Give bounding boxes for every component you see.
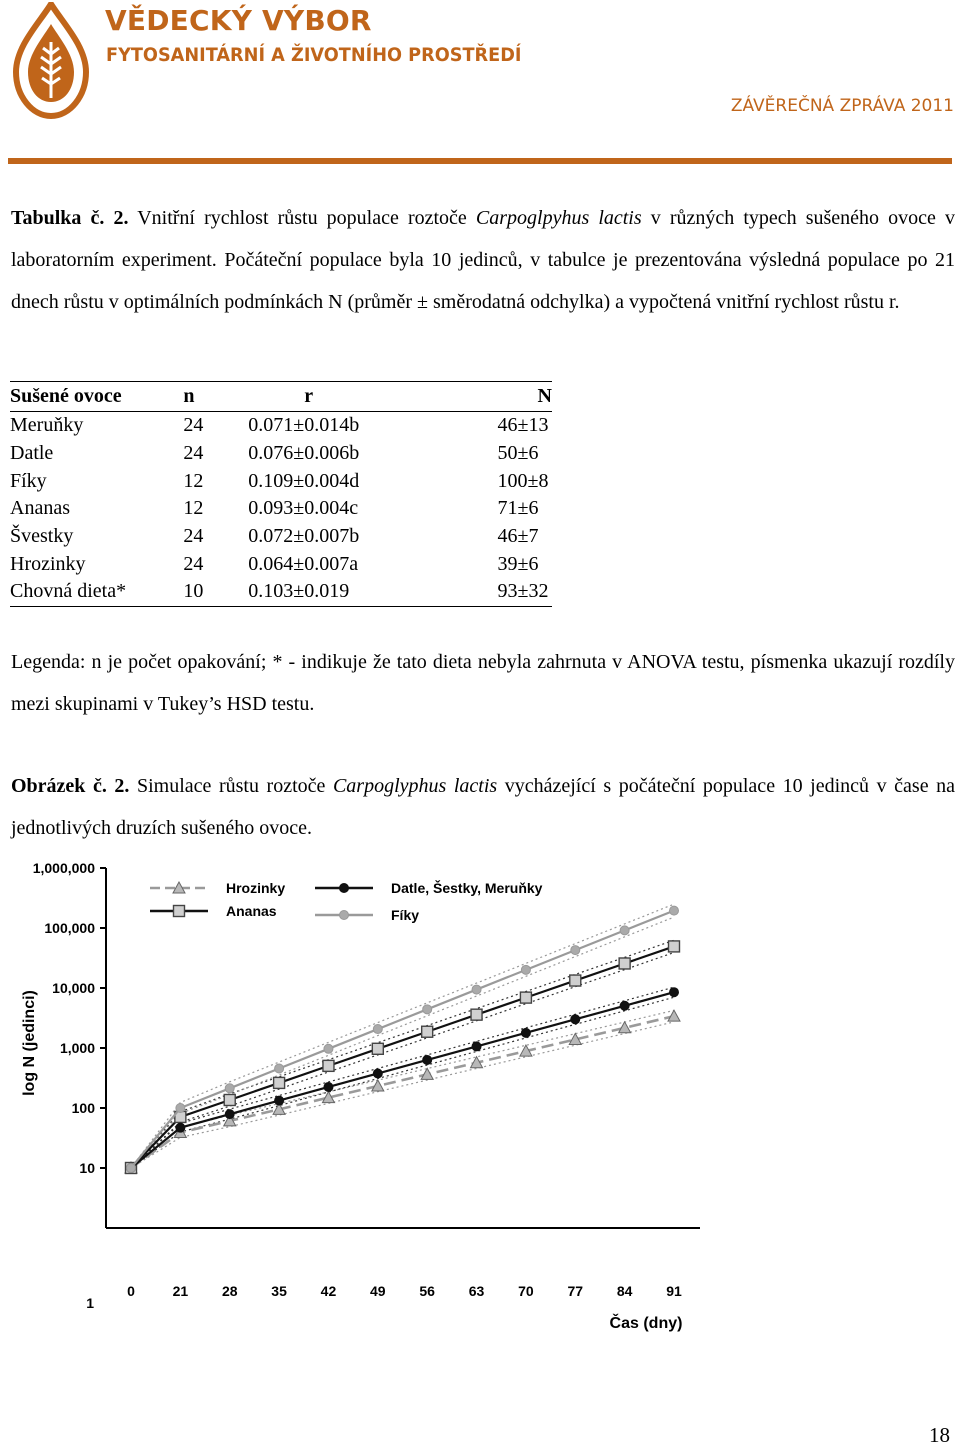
legend-entry (150, 880, 285, 896)
cell-n: 24 (183, 525, 204, 548)
legend-label: Datle, Šestky, Meruňky (391, 880, 543, 896)
cell-fruit: Hrozinky (10, 552, 86, 575)
data-point (373, 1069, 382, 1078)
cell-N: 39±6 (497, 552, 539, 575)
cell-n: 24 (183, 442, 204, 465)
legend-label: Fíky (391, 907, 420, 923)
data-point (520, 992, 531, 1003)
cell-r: 0.064±0.007a (248, 552, 359, 575)
cell-n: 24 (183, 414, 204, 437)
cell-fruit: Meruňky (10, 414, 84, 437)
table-legend: Legenda: n je počet opakování; * - indikuje že tato dieta nebyla zahrnuta v ANOVA testu, písmenka ukazují rozdíly mezi skupinami v Tukey’s HSD testu. (11, 651, 955, 715)
data-point (174, 906, 185, 917)
x-tick-label: 42 (320, 1283, 337, 1299)
data-point (670, 988, 679, 997)
data-point (619, 958, 630, 969)
cell-N: 46±13 (497, 414, 549, 437)
cell-r: 0.076±0.006b (248, 442, 360, 465)
table-row (10, 578, 552, 606)
header-fruit: Sušené ovoce (10, 382, 175, 412)
figure-caption-text-b: vycházející s počáteční populace 10 jedinců v čase na jednotlivých druzích sušeného ovoce. (11, 775, 956, 839)
report-label: ZÁVĚREČNÁ ZPRÁVA 2011 (730, 96, 954, 116)
x-tick-label: 84 (616, 1283, 633, 1299)
header-N: N (452, 382, 552, 412)
cell-N: 100±8 (497, 469, 549, 492)
data-point (571, 1015, 580, 1024)
figure-caption-text-a: Simulace růstu roztoče (129, 775, 333, 797)
cell-fruit: Švestky (10, 525, 74, 548)
data-point (225, 1110, 234, 1119)
y-tick-label: 100,000 (44, 920, 95, 936)
cell-fruit: Chovná dieta* (10, 580, 127, 603)
table-row (10, 440, 552, 468)
header-rule (8, 158, 952, 164)
table-row (10, 467, 552, 495)
y-axis-label: log N (jedinci) (21, 990, 38, 1096)
data-point (521, 1028, 530, 1037)
x-tick-label: 0 (127, 1283, 135, 1299)
table-caption-text-b: v různých typech sušeného ovoce v laboratorním experiment. Počáteční populace byla 10 jedinců, v tabulce je prezentována výsledná populace po 21 dnech růstu v optimálních podmínkách N (průměr ± směrodatná odchylka) a vypočtená vnitřní rychlost růstu r. (11, 207, 955, 313)
cell-fruit: Datle (10, 442, 54, 465)
table-row (10, 523, 552, 551)
x-tick-label: 28 (221, 1283, 238, 1299)
header-r: r (242, 382, 451, 412)
y-tick-label: 10 (79, 1160, 95, 1176)
data-point (571, 946, 580, 955)
table-header-row (10, 382, 552, 412)
data-point (423, 1055, 432, 1064)
figure-caption-species: Carpoglyphus lactis (332, 775, 498, 797)
series-ananas (126, 941, 680, 1174)
cell-r: 0.093±0.004c (248, 497, 359, 520)
data-point (274, 1077, 285, 1088)
data-point (225, 1084, 234, 1093)
cell-N: 71±6 (497, 497, 539, 520)
data-point (620, 926, 629, 935)
x-tick-label: 91 (666, 1283, 682, 1299)
data-point (324, 1082, 333, 1091)
cell-n: 12 (183, 469, 204, 492)
table-caption-text-a: Vnitřní rychlost růstu populace roztoče (128, 207, 476, 229)
data-point (669, 941, 680, 952)
chart-series-layer (125, 904, 680, 1173)
legend-entry (150, 903, 277, 919)
data-point (521, 965, 530, 974)
x-tick-label: 21 (172, 1283, 189, 1299)
data-point (670, 906, 679, 915)
table-caption-species: Carpoglpyhus lactis (475, 207, 642, 229)
organization-title: VĚDECKÝ VÝBOR (105, 4, 372, 37)
cell-fruit: Fíky (10, 469, 47, 492)
data-point (423, 1005, 432, 1014)
series-envelope (131, 997, 674, 1168)
chart-legend (150, 879, 543, 923)
institution-logo (10, 2, 92, 120)
x-tick-label: 56 (419, 1283, 435, 1299)
data-point (422, 1026, 433, 1037)
y-tick-label: 1,000,000 (32, 860, 95, 876)
data-point (373, 1025, 382, 1034)
table-caption-label: Tabulka č. 2. (11, 207, 129, 229)
cell-n: 10 (183, 580, 204, 603)
data-point (224, 1094, 235, 1105)
data-point (372, 1080, 384, 1091)
series-line (131, 1016, 674, 1168)
data-point (472, 985, 481, 994)
data-point (570, 975, 581, 986)
x-tick-label: 77 (567, 1283, 584, 1299)
data-point (176, 1104, 185, 1113)
cell-N: 93±32 (497, 580, 549, 603)
x-axis-label: Čas (dny) (609, 1315, 683, 1332)
cell-r: 0.109±0.004d (248, 469, 360, 492)
y-tick-label: 100 (71, 1100, 95, 1116)
data-point (471, 1009, 482, 1020)
population-growth-chart (0, 848, 720, 1348)
cell-n: 24 (183, 552, 204, 575)
legend-entry (315, 879, 543, 896)
y-tick-label: 10,000 (52, 980, 95, 996)
data-point (176, 1123, 185, 1132)
series-line (131, 946, 674, 1168)
organization-subtitle: FYTOSANITÁRNÍ A ŽIVOTNÍHO PROSTŘEDÍ (106, 44, 522, 66)
figure-caption-label: Obrázek č. 2. (11, 775, 130, 797)
data-point (340, 884, 349, 893)
cell-N: 50±6 (497, 442, 539, 465)
data-point (127, 1164, 136, 1173)
data-point (275, 1096, 284, 1105)
table-caption (11, 197, 955, 323)
data-point (372, 1043, 383, 1054)
cell-N: 46±7 (497, 525, 539, 548)
legend-label: Ananas (226, 903, 277, 919)
cell-fruit: Ananas (10, 497, 70, 520)
cell-r: 0.071±0.014b (248, 414, 360, 437)
data-point (323, 1060, 334, 1071)
cell-n: 12 (183, 497, 204, 520)
data-point (275, 1064, 284, 1073)
table-row (10, 495, 552, 523)
page-number: 18 (929, 1423, 950, 1447)
data-point (340, 911, 349, 920)
data-point (324, 1044, 333, 1053)
header-n: n (175, 382, 242, 412)
figure-caption (11, 765, 955, 849)
chart-axes (33, 860, 700, 1311)
y-tick-label: 1 (86, 1295, 94, 1311)
series-envelope (131, 953, 674, 1168)
cell-r: 0.103±0.019 (248, 580, 350, 603)
y-tick-label: 1,000 (59, 1040, 95, 1056)
x-tick-label: 70 (518, 1283, 534, 1299)
data-point (620, 1001, 629, 1010)
growth-rate-table (10, 381, 552, 607)
legend-entry (315, 907, 419, 923)
legend-label: Hrozinky (226, 880, 286, 896)
x-tick-label: 35 (271, 1283, 287, 1299)
table-row (10, 412, 552, 440)
cell-r: 0.072±0.007b (248, 525, 360, 548)
x-tick-label: 49 (370, 1283, 386, 1299)
x-tick-label: 63 (468, 1283, 485, 1299)
data-point (421, 1068, 433, 1079)
table-row (10, 550, 552, 578)
data-point (472, 1042, 481, 1051)
